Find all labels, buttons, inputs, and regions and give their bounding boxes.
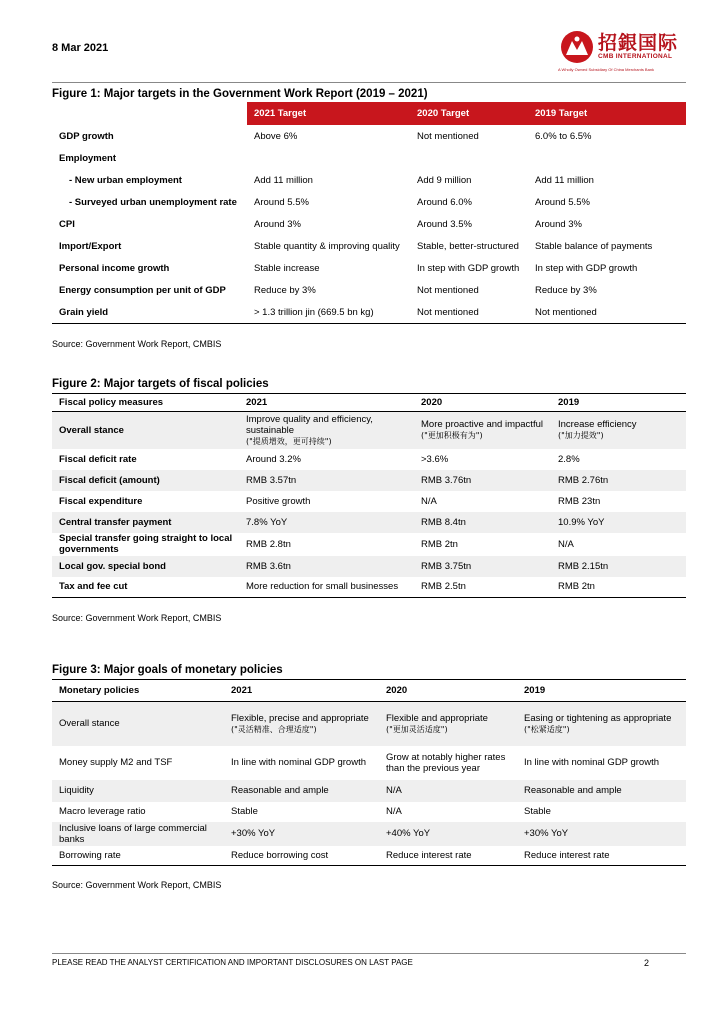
table-row bbox=[52, 512, 686, 533]
cell-english-text: More proactive and impactful bbox=[421, 419, 543, 431]
table-cell: Not mentioned bbox=[417, 306, 479, 318]
cell-chinese-text: ("松紧适度") bbox=[524, 724, 570, 734]
header-divider bbox=[52, 82, 686, 83]
table-cell: RMB 3.57tn bbox=[239, 470, 414, 491]
row-label: Overall stance bbox=[52, 412, 239, 449]
row-label: Borrowing rate bbox=[59, 849, 121, 861]
table-cell: Stable, better-structured bbox=[417, 240, 519, 252]
table-cell bbox=[410, 147, 528, 169]
table-cell bbox=[247, 147, 410, 169]
table-row bbox=[52, 235, 686, 257]
table-cell: 2.8% bbox=[558, 453, 580, 465]
cell-english-text: Flexible and appropriate bbox=[386, 712, 488, 724]
row-label: Fiscal deficit (amount) bbox=[52, 470, 239, 491]
row-label: GDP growth bbox=[59, 130, 114, 142]
figure-2-table bbox=[52, 393, 686, 598]
table-cell bbox=[224, 702, 379, 746]
cell-chinese-text: ("提质增效，更可持续") bbox=[246, 436, 332, 446]
table-cell: Stable bbox=[524, 806, 551, 817]
column-header bbox=[52, 102, 247, 125]
table-cell: Add 11 million bbox=[535, 174, 594, 186]
table-cell: Around 5.5% bbox=[535, 196, 590, 208]
row-label: Import/Export bbox=[59, 240, 122, 252]
row-label: CPI bbox=[59, 218, 75, 230]
table-cell: Around 5.5% bbox=[254, 196, 309, 208]
row-label: Employment bbox=[59, 152, 117, 164]
table-header-row bbox=[52, 102, 686, 125]
table-cell: Reduce by 3% bbox=[535, 284, 597, 296]
table-cell: RMB 3.6tn bbox=[239, 556, 414, 577]
table-row bbox=[52, 846, 686, 866]
table-row bbox=[52, 746, 686, 780]
row-label: - New urban employment bbox=[69, 174, 182, 186]
table-row bbox=[52, 169, 686, 191]
logo-chinese-text: 招銀国际 bbox=[598, 32, 679, 54]
table-cell: 7.8% YoY bbox=[239, 512, 414, 533]
table-row bbox=[52, 556, 686, 577]
table-cell: RMB 2tn bbox=[558, 581, 595, 593]
table-cell: RMB 3.75tn bbox=[414, 556, 551, 577]
row-label: - Surveyed urban unemployment rate bbox=[69, 196, 237, 208]
table-cell: Reasonable and ample bbox=[224, 780, 379, 802]
row-label: Liquidity bbox=[52, 780, 224, 802]
cell-english-text: Improve quality and efficiency, sustainable bbox=[246, 413, 373, 436]
table-cell: +30% YoY bbox=[224, 822, 379, 846]
table-cell: Around 6.0% bbox=[417, 196, 472, 208]
table-header-row bbox=[52, 680, 686, 702]
table-row bbox=[52, 125, 686, 147]
figure-3-table bbox=[52, 679, 686, 866]
cell-chinese-text: ("加力提效") bbox=[558, 431, 604, 441]
table-cell: Reduce interest rate bbox=[524, 849, 610, 861]
table-row bbox=[52, 470, 686, 491]
table-row bbox=[52, 301, 686, 324]
table-cell: RMB 2.5tn bbox=[421, 581, 466, 593]
table-row bbox=[52, 822, 686, 846]
table-cell: Stable bbox=[231, 806, 258, 817]
figure-3-source: Source: Government Work Report, CMBIS bbox=[52, 880, 222, 890]
column-header: 2020 Target bbox=[410, 102, 528, 125]
table-cell: Not mentioned bbox=[417, 130, 479, 142]
table-cell: N/A bbox=[386, 806, 402, 817]
table-cell: In line with nominal GDP growth bbox=[231, 757, 366, 768]
table-row bbox=[52, 257, 686, 279]
column-header: Fiscal policy measures bbox=[59, 397, 164, 408]
table-cell bbox=[239, 412, 414, 449]
footer-divider bbox=[52, 953, 686, 954]
table-cell: > 1.3 trillion jin (669.5 bn kg) bbox=[254, 306, 374, 318]
table-cell: Around 3.5% bbox=[417, 218, 472, 230]
cell-chinese-text: ("更加灵活适度") bbox=[386, 724, 448, 734]
table-cell: RMB 2.76tn bbox=[551, 470, 686, 491]
page-number: 2 bbox=[644, 958, 650, 968]
row-label: Macro leverage ratio bbox=[59, 806, 146, 817]
row-label: Personal income growth bbox=[59, 262, 170, 274]
table-cell: In step with GDP growth bbox=[417, 262, 520, 274]
table-cell: 6.0% to 6.5% bbox=[535, 130, 592, 142]
table-cell: Reasonable and ample bbox=[517, 780, 686, 802]
cmb-international-logo bbox=[560, 26, 690, 78]
row-label: Overall stance bbox=[52, 702, 224, 746]
logo-subtitle: A Wholly Owned Subsidiary Of China Merchants Bank bbox=[558, 67, 655, 72]
column-header: 2020 bbox=[421, 397, 443, 408]
table-cell: RMB 2.8tn bbox=[246, 538, 291, 550]
table-cell: +30% YoY bbox=[517, 822, 686, 846]
column-header: 2020 bbox=[386, 685, 408, 696]
table-cell: Stable quantity & improving quality bbox=[254, 240, 400, 252]
table-cell bbox=[414, 412, 551, 449]
row-label: Central transfer payment bbox=[52, 512, 239, 533]
table-cell: >3.6% bbox=[421, 453, 449, 465]
table-row bbox=[52, 802, 686, 822]
table-cell: Around 3% bbox=[535, 218, 583, 230]
column-header: 2021 bbox=[246, 397, 268, 408]
table-row bbox=[52, 213, 686, 235]
table-cell: Stable increase bbox=[254, 262, 320, 274]
table-cell: RMB 2.15tn bbox=[551, 556, 686, 577]
table-cell: In step with GDP growth bbox=[535, 262, 638, 274]
cmbi-logo-icon bbox=[560, 30, 594, 64]
table-cell: RMB 23tn bbox=[558, 495, 601, 507]
row-label: Fiscal deficit rate bbox=[59, 453, 137, 465]
table-cell: RMB 3.76tn bbox=[414, 470, 551, 491]
cell-english-text: Flexible, precise and appropriate bbox=[231, 712, 369, 724]
row-label: Inclusive loans of large commercial banks bbox=[52, 822, 224, 846]
report-date: 8 Mar 2021 bbox=[52, 42, 109, 54]
table-cell: Reduce borrowing cost bbox=[231, 849, 329, 861]
figure-1-title: Figure 1: Major targets in the Government Work Report (2019 – 2021) bbox=[52, 88, 428, 100]
table-row bbox=[52, 533, 686, 556]
table-cell bbox=[551, 412, 686, 449]
table-row bbox=[52, 449, 686, 470]
cell-english-text: Increase efficiency bbox=[558, 419, 637, 431]
row-label: Local gov. special bond bbox=[52, 556, 239, 577]
table-cell: N/A bbox=[558, 538, 574, 550]
table-cell: Not mentioned bbox=[535, 306, 597, 318]
figure-1-source: Source: Government Work Report, CMBIS bbox=[52, 339, 222, 349]
column-header: 2021 bbox=[231, 685, 253, 696]
table-row bbox=[52, 491, 686, 512]
table-row bbox=[52, 780, 686, 802]
table-row bbox=[52, 191, 686, 213]
row-label: Money supply M2 and TSF bbox=[59, 757, 173, 768]
table-cell: 10.9% YoY bbox=[551, 512, 686, 533]
row-label: Tax and fee cut bbox=[59, 581, 128, 593]
footer-disclaimer: PLEASE READ THE ANALYST CERTIFICATION AND IMPORTANT DISCLOSURES ON LAST PAGE bbox=[52, 958, 413, 967]
table-cell: RMB 8.4tn bbox=[414, 512, 551, 533]
figure-2-source: Source: Government Work Report, CMBIS bbox=[52, 613, 222, 623]
table-cell: Around 3.2% bbox=[246, 453, 301, 465]
table-cell: N/A bbox=[379, 780, 517, 802]
column-header: Monetary policies bbox=[59, 685, 140, 696]
table-header-row bbox=[52, 394, 686, 412]
table-cell: More reduction for small businesses bbox=[246, 581, 399, 593]
table-cell bbox=[379, 702, 517, 746]
column-header: 2019 bbox=[524, 685, 546, 696]
table-cell: In line with nominal GDP growth bbox=[524, 757, 659, 768]
table-cell: Stable balance of payments bbox=[535, 240, 653, 252]
table-cell: Positive growth bbox=[246, 495, 311, 507]
table-cell: Grow at notably higher rates than the previous year bbox=[386, 751, 506, 774]
column-header: 2019 Target bbox=[528, 102, 686, 125]
table-cell bbox=[528, 147, 686, 169]
table-row bbox=[52, 147, 686, 169]
cell-chinese-text: ("更加积极有为") bbox=[421, 431, 483, 441]
table-cell: +40% YoY bbox=[379, 822, 517, 846]
figure-2-title: Figure 2: Major targets of fiscal policies bbox=[52, 378, 269, 390]
table-row bbox=[52, 412, 686, 449]
row-label: Special transfer going straight to local governments bbox=[59, 533, 233, 555]
column-header: 2021 Target bbox=[247, 102, 410, 125]
table-cell: Reduce by 3% bbox=[254, 284, 316, 296]
row-label: Energy consumption per unit of GDP bbox=[59, 284, 226, 296]
table-row bbox=[52, 702, 686, 746]
table-cell: Around 3% bbox=[254, 218, 302, 230]
logo-english-text: CMB INTERNATIONAL bbox=[598, 53, 673, 60]
table-cell: Reduce interest rate bbox=[386, 849, 472, 861]
table-cell: Add 9 million bbox=[417, 174, 472, 186]
figure-3-title: Figure 3: Major goals of monetary policies bbox=[52, 664, 283, 676]
table-cell bbox=[517, 702, 686, 746]
table-cell: Not mentioned bbox=[417, 284, 479, 296]
cell-english-text: Easing or tightening as appropriate bbox=[524, 712, 672, 724]
column-header: 2019 bbox=[558, 397, 580, 408]
table-cell: N/A bbox=[421, 495, 437, 507]
table-cell: RMB 2tn bbox=[421, 538, 458, 550]
table-row bbox=[52, 577, 686, 598]
figure-1-table bbox=[52, 102, 686, 324]
row-label: Fiscal expenditure bbox=[59, 495, 143, 507]
row-label: Grain yield bbox=[59, 306, 109, 318]
table-cell: Add 11 million bbox=[254, 174, 313, 186]
table-cell: Above 6% bbox=[254, 130, 298, 142]
table-row bbox=[52, 279, 686, 301]
cell-chinese-text: ("灵活精准、合理适度") bbox=[231, 724, 317, 734]
